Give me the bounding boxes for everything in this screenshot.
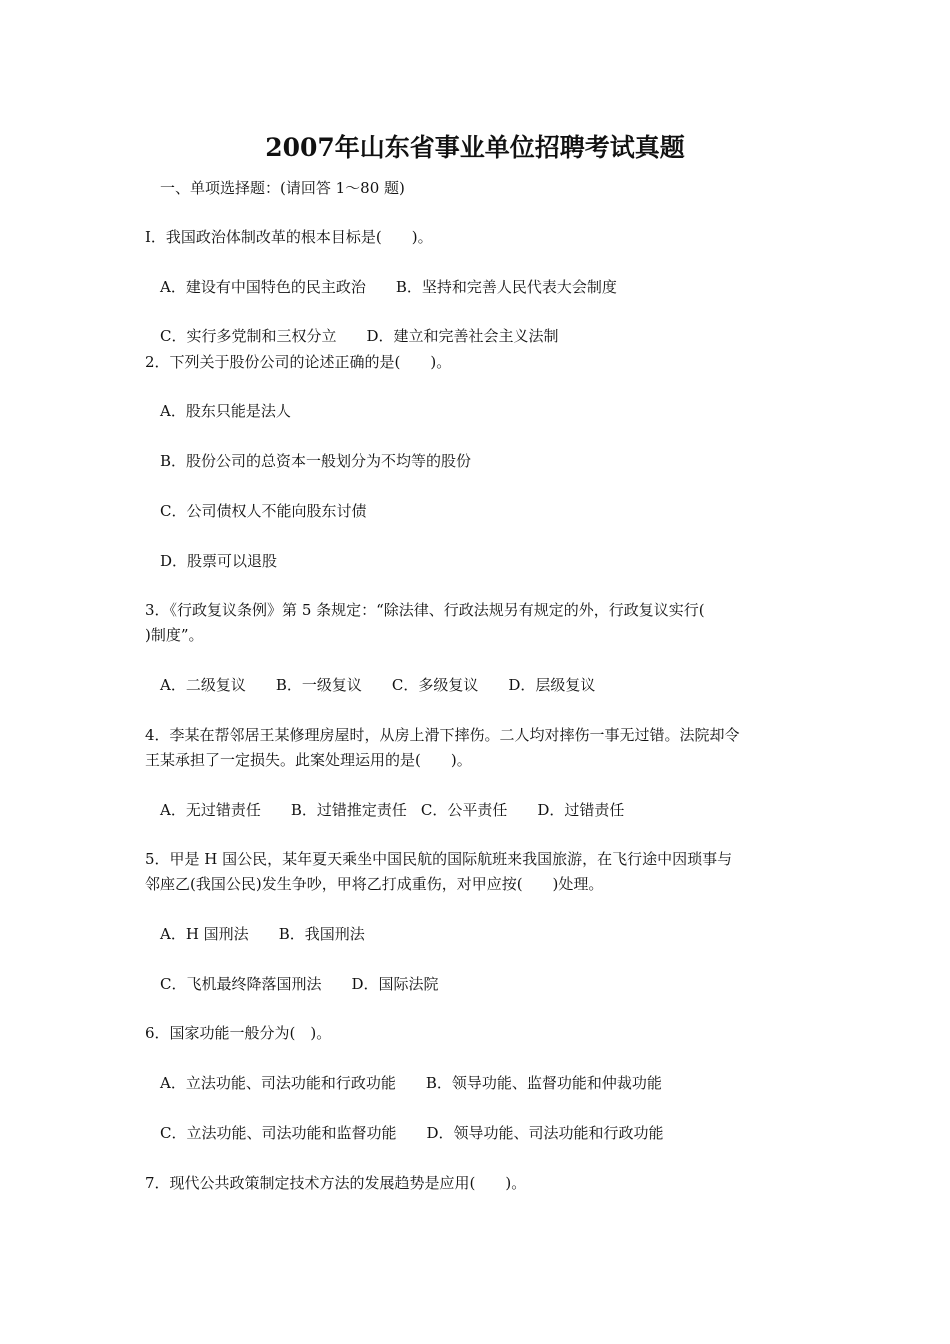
question-6-options-row-2 bbox=[160, 1121, 840, 1146]
question-4-option-b: B．过错推定责任 bbox=[290, 801, 407, 819]
question-1-option-c: C．实行多党制和三权分立 bbox=[160, 327, 337, 345]
question-4-stem-line-2: 王某承担了一定损失。此案处理运用的是( )。 bbox=[145, 751, 472, 769]
question-5-option-a: A．H 国刑法 bbox=[160, 925, 249, 943]
question-3-stem-line-2: )制度”。 bbox=[145, 626, 204, 644]
question-3-stem-line-1: 3．《行政复议条例》第 5 条规定：“除法律、行政法规另有规定的外，行政复议实行( bbox=[145, 601, 705, 619]
question-1-option-a: A．建设有中国特色的民主政治 bbox=[160, 278, 366, 296]
question-5-options-row-1 bbox=[160, 922, 840, 947]
question-5-option-c: C．飞机最终降落国刑法 bbox=[160, 975, 322, 993]
question-5-stem-line-2: 邻座乙(我国公民)发生争吵，甲将乙打成重伤，对甲应按( )处理。 bbox=[145, 875, 604, 893]
question-6-option-c: C．立法功能、司法功能和监督功能 bbox=[160, 1124, 397, 1142]
question-4-options bbox=[160, 798, 840, 823]
question-3-options bbox=[160, 673, 840, 698]
question-3-option-a: A．二级复议 bbox=[160, 676, 246, 694]
question-6-option-b: B．领导功能、监督功能和仲裁功能 bbox=[425, 1074, 662, 1092]
question-6-option-d: D．领导功能、司法功能和行政功能 bbox=[426, 1124, 664, 1142]
question-2-option-c: C．公司债权人不能向股东讨债 bbox=[160, 502, 367, 520]
page-title: 2007年山东省事业单位招聘考试真题 bbox=[265, 133, 685, 162]
question-2-option-d: D．股票可以退股 bbox=[160, 552, 278, 570]
question-6-options-row-1 bbox=[160, 1071, 840, 1096]
question-1-options-row-1 bbox=[160, 275, 840, 300]
question-2-option-a: A．股东只能是法人 bbox=[160, 402, 291, 420]
question-1-option-d: D．建立和完善社会主义法制 bbox=[366, 327, 559, 345]
question-7-stem: 7．现代公共政策制定技术方法的发展趋势是应用( )。 bbox=[145, 1174, 527, 1192]
question-1-option-b: B．坚持和完善人民代表大会制度 bbox=[395, 278, 617, 296]
question-6-stem: 6．国家功能一般分为( )。 bbox=[145, 1024, 332, 1042]
question-3-option-b: B．一级复议 bbox=[275, 676, 362, 694]
question-2-option-b: B．股份公司的总资本一般划分为不均等的股份 bbox=[160, 452, 472, 470]
question-4-stem-line-1: 4．李某在帮邻居王某修理房屋时，从房上滑下摔伤。二人均对摔伤一事无过错。法院却令 bbox=[145, 726, 740, 744]
question-5-option-d: D．国际法院 bbox=[351, 975, 439, 993]
section-heading: 一、单项选择题：(请回答 1～80 题) bbox=[160, 179, 405, 197]
question-4-option-d: D．过错责任 bbox=[537, 801, 625, 819]
question-5-options-row-2 bbox=[160, 972, 840, 997]
question-5-stem-line-1: 5．甲是 H 国公民，某年夏天乘坐中国民航的国际航班来我国旅游，在飞行途中因琐事与 bbox=[145, 850, 733, 868]
question-4-option-a: A．无过错责任 bbox=[160, 801, 261, 819]
question-3-option-c: C．多级复议 bbox=[391, 676, 479, 694]
question-1-options-row-2 bbox=[160, 324, 840, 349]
question-5-option-b: B．我国刑法 bbox=[278, 925, 365, 943]
question-6-option-a: A．立法功能、司法功能和行政功能 bbox=[160, 1074, 396, 1092]
question-2-stem: 2．下列关于股份公司的论述正确的是( )。 bbox=[145, 353, 452, 371]
question-1-stem: I．我国政治体制改革的根本目标是( )。 bbox=[145, 228, 433, 246]
question-3-option-d: D．层级复议 bbox=[508, 676, 596, 694]
question-4-option-c: C．公平责任 bbox=[420, 801, 508, 819]
